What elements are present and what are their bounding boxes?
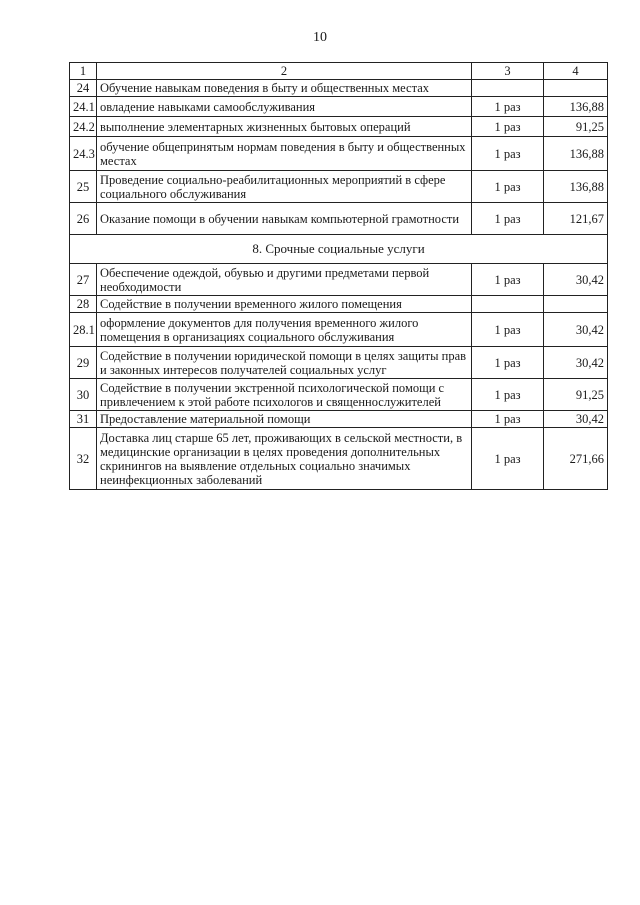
service-frequency: 1 раз	[472, 203, 544, 235]
table-row	[70, 296, 608, 313]
row-number: 24	[70, 80, 97, 97]
service-price: 30,42	[544, 264, 608, 296]
section-row	[70, 235, 608, 264]
table-row	[70, 171, 608, 203]
service-price: 136,88	[544, 137, 608, 171]
header-cell-price: 4	[544, 63, 608, 80]
row-number: 24.3	[70, 137, 97, 171]
service-frequency: 1 раз	[472, 411, 544, 428]
table-row	[70, 97, 608, 117]
header-cell-frequency: 3	[472, 63, 544, 80]
row-number: 26	[70, 203, 97, 235]
service-price: 91,25	[544, 379, 608, 411]
table-row	[70, 428, 608, 490]
service-price: 30,42	[544, 347, 608, 379]
service-frequency: 1 раз	[472, 428, 544, 490]
service-frequency: 1 раз	[472, 264, 544, 296]
row-number: 25	[70, 171, 97, 203]
header-cell-number: 1	[70, 63, 97, 80]
service-frequency: 1 раз	[472, 137, 544, 171]
table-row	[70, 264, 608, 296]
table-row	[70, 313, 608, 347]
service-price	[544, 296, 608, 313]
service-name: Содействие в получении юридической помощи в целях защиты прав и законных интересов получателей социальных услуг	[97, 347, 472, 379]
service-name: оформление документов для получения временного жилого помещения в организациях социального обслуживания	[97, 313, 472, 347]
service-name: овладение навыками самообслуживания	[97, 97, 472, 117]
table-row	[70, 347, 608, 379]
row-number: 28	[70, 296, 97, 313]
service-frequency: 1 раз	[472, 379, 544, 411]
service-price	[544, 80, 608, 97]
service-price: 91,25	[544, 117, 608, 137]
row-number: 28.1	[70, 313, 97, 347]
service-price: 30,42	[544, 411, 608, 428]
service-frequency: 1 раз	[472, 171, 544, 203]
service-price: 271,66	[544, 428, 608, 490]
service-name: обучение общепринятым нормам поведения в быту и общественных местах	[97, 137, 472, 171]
header-row	[70, 63, 608, 80]
service-name: Доставка лиц старше 65 лет, проживающих в сельской местности, в медицинские организации в целях проведения дополнительных скринингов на выявление отдельных социально значимых неинфекционных заболеваний	[97, 428, 472, 490]
services-table	[69, 62, 608, 490]
row-number: 32	[70, 428, 97, 490]
table-row	[70, 80, 608, 97]
table-row	[70, 203, 608, 235]
row-number: 27	[70, 264, 97, 296]
service-frequency	[472, 296, 544, 313]
table-row	[70, 117, 608, 137]
section-title: 8. Срочные социальные услуги	[70, 235, 608, 264]
service-price: 136,88	[544, 171, 608, 203]
row-number: 29	[70, 347, 97, 379]
table-row	[70, 137, 608, 171]
row-number: 31	[70, 411, 97, 428]
row-number: 24.2	[70, 117, 97, 137]
page-number: 10	[313, 30, 327, 45]
service-name: Предоставление материальной помощи	[97, 411, 472, 428]
service-name: Содействие в получении временного жилого помещения	[97, 296, 472, 313]
table-row	[70, 411, 608, 428]
service-price: 136,88	[544, 97, 608, 117]
service-frequency	[472, 80, 544, 97]
service-frequency: 1 раз	[472, 97, 544, 117]
row-number: 24.1	[70, 97, 97, 117]
service-name: Обучение навыкам поведения в быту и общественных местах	[97, 80, 472, 97]
service-frequency: 1 раз	[472, 117, 544, 137]
service-name: Оказание помощи в обучении навыкам компьютерной грамотности	[97, 203, 472, 235]
service-name: Содействие в получении экстренной психологической помощи с привлечением к этой работе психологов и священнослужителей	[97, 379, 472, 411]
table-row	[70, 379, 608, 411]
service-price: 30,42	[544, 313, 608, 347]
service-name: выполнение элементарных жизненных бытовых операций	[97, 117, 472, 137]
service-price: 121,67	[544, 203, 608, 235]
service-name: Обеспечение одеждой, обувью и другими предметами первой необходимости	[97, 264, 472, 296]
row-number: 30	[70, 379, 97, 411]
service-frequency: 1 раз	[472, 347, 544, 379]
service-frequency: 1 раз	[472, 313, 544, 347]
service-name: Проведение социально-реабилитационных мероприятий в сфере социального обслуживания	[97, 171, 472, 203]
header-cell-name: 2	[97, 63, 472, 80]
